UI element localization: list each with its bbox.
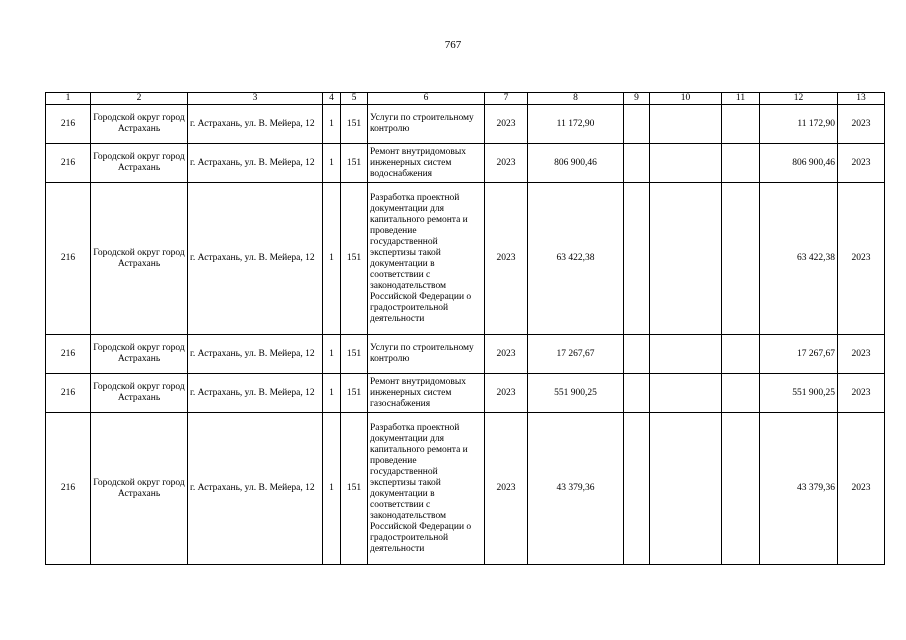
column-9-value xyxy=(624,183,650,335)
cost: 806 900,46 xyxy=(528,144,624,183)
repair-schedule-table xyxy=(45,92,885,565)
column-5-value: 151 xyxy=(341,374,368,413)
column-10-value xyxy=(650,335,722,374)
municipality: Городской округ город Астрахань xyxy=(91,413,188,565)
column-header: 13 xyxy=(838,93,885,105)
column-11-value xyxy=(722,335,760,374)
total: 43 379,36 xyxy=(760,413,838,565)
column-9-value xyxy=(624,105,650,144)
column-header: 10 xyxy=(650,93,722,105)
municipality: Городской округ город Астрахань xyxy=(91,183,188,335)
year-end: 2023 xyxy=(838,413,885,565)
column-4-value: 1 xyxy=(323,105,341,144)
total: 806 900,46 xyxy=(760,144,838,183)
column-header: 4 xyxy=(323,93,341,105)
cost: 551 900,25 xyxy=(528,374,624,413)
table-row xyxy=(46,335,885,374)
column-header: 1 xyxy=(46,93,91,105)
column-5-value: 151 xyxy=(341,105,368,144)
row-id: 216 xyxy=(46,374,91,413)
year-end: 2023 xyxy=(838,374,885,413)
table-row xyxy=(46,105,885,144)
column-header: 5 xyxy=(341,93,368,105)
total: 63 422,38 xyxy=(760,183,838,335)
column-11-value xyxy=(722,183,760,335)
column-11-value xyxy=(722,144,760,183)
work-type: Разработка проектной документации для капитального ремонта и проведение государственной экспертизы такой документации в соответствии с законодательством Российской Федерации о градостроительной деятельности xyxy=(368,183,485,335)
municipality: Городской округ город Астрахань xyxy=(91,335,188,374)
column-4-value: 1 xyxy=(323,144,341,183)
municipality: Городской округ город Астрахань xyxy=(91,105,188,144)
year-end: 2023 xyxy=(838,335,885,374)
column-number-row xyxy=(46,93,885,105)
row-id: 216 xyxy=(46,183,91,335)
year: 2023 xyxy=(485,413,528,565)
column-10-value xyxy=(650,105,722,144)
row-id: 216 xyxy=(46,413,91,565)
column-9-value xyxy=(624,335,650,374)
column-5-value: 151 xyxy=(341,335,368,374)
year: 2023 xyxy=(485,105,528,144)
address: г. Астрахань, ул. В. Мейера, 12 xyxy=(188,374,323,413)
cost: 11 172,90 xyxy=(528,105,624,144)
column-5-value: 151 xyxy=(341,413,368,565)
column-header: 6 xyxy=(368,93,485,105)
row-id: 216 xyxy=(46,105,91,144)
year-end: 2023 xyxy=(838,144,885,183)
work-type: Услуги по строительному контролю xyxy=(368,105,485,144)
column-5-value: 151 xyxy=(341,144,368,183)
row-id: 216 xyxy=(46,144,91,183)
municipality: Городской округ город Астрахань xyxy=(91,144,188,183)
column-4-value: 1 xyxy=(323,183,341,335)
column-header: 9 xyxy=(624,93,650,105)
column-4-value: 1 xyxy=(323,335,341,374)
address: г. Астрахань, ул. В. Мейера, 12 xyxy=(188,335,323,374)
column-10-value xyxy=(650,144,722,183)
year: 2023 xyxy=(485,183,528,335)
column-10-value xyxy=(650,374,722,413)
address: г. Астрахань, ул. В. Мейера, 12 xyxy=(188,144,323,183)
column-header: 2 xyxy=(91,93,188,105)
column-header: 8 xyxy=(528,93,624,105)
row-id: 216 xyxy=(46,335,91,374)
table-row xyxy=(46,183,885,335)
column-4-value: 1 xyxy=(323,413,341,565)
column-9-value xyxy=(624,374,650,413)
address: г. Астрахань, ул. В. Мейера, 12 xyxy=(188,105,323,144)
column-9-value xyxy=(624,144,650,183)
column-11-value xyxy=(722,105,760,144)
work-type: Ремонт внутридомовых инженерных систем водоснабжения xyxy=(368,144,485,183)
table-row xyxy=(46,413,885,565)
column-11-value xyxy=(722,374,760,413)
table-row xyxy=(46,144,885,183)
year: 2023 xyxy=(485,374,528,413)
year-end: 2023 xyxy=(838,183,885,335)
column-10-value xyxy=(650,413,722,565)
column-header: 11 xyxy=(722,93,760,105)
cost: 43 379,36 xyxy=(528,413,624,565)
page-number: 767 xyxy=(444,39,462,51)
cost: 17 267,67 xyxy=(528,335,624,374)
table-row xyxy=(46,374,885,413)
column-11-value xyxy=(722,413,760,565)
municipality: Городской округ город Астрахань xyxy=(91,374,188,413)
year: 2023 xyxy=(485,144,528,183)
total: 551 900,25 xyxy=(760,374,838,413)
address: г. Астрахань, ул. В. Мейера, 12 xyxy=(188,413,323,565)
column-header: 7 xyxy=(485,93,528,105)
work-type: Ремонт внутридомовых инженерных систем газоснабжения xyxy=(368,374,485,413)
cost: 63 422,38 xyxy=(528,183,624,335)
total: 17 267,67 xyxy=(760,335,838,374)
column-header: 3 xyxy=(188,93,323,105)
total: 11 172,90 xyxy=(760,105,838,144)
column-4-value: 1 xyxy=(323,374,341,413)
work-type: Услуги по строительному контролю xyxy=(368,335,485,374)
year: 2023 xyxy=(485,335,528,374)
work-type: Разработка проектной документации для капитального ремонта и проведение государственной экспертизы такой документации в соответствии с законодательством Российской Федерации о градостроительной деятельности xyxy=(368,413,485,565)
year-end: 2023 xyxy=(838,105,885,144)
column-header: 12 xyxy=(760,93,838,105)
column-9-value xyxy=(624,413,650,565)
column-10-value xyxy=(650,183,722,335)
address: г. Астрахань, ул. В. Мейера, 12 xyxy=(188,183,323,335)
column-5-value: 151 xyxy=(341,183,368,335)
